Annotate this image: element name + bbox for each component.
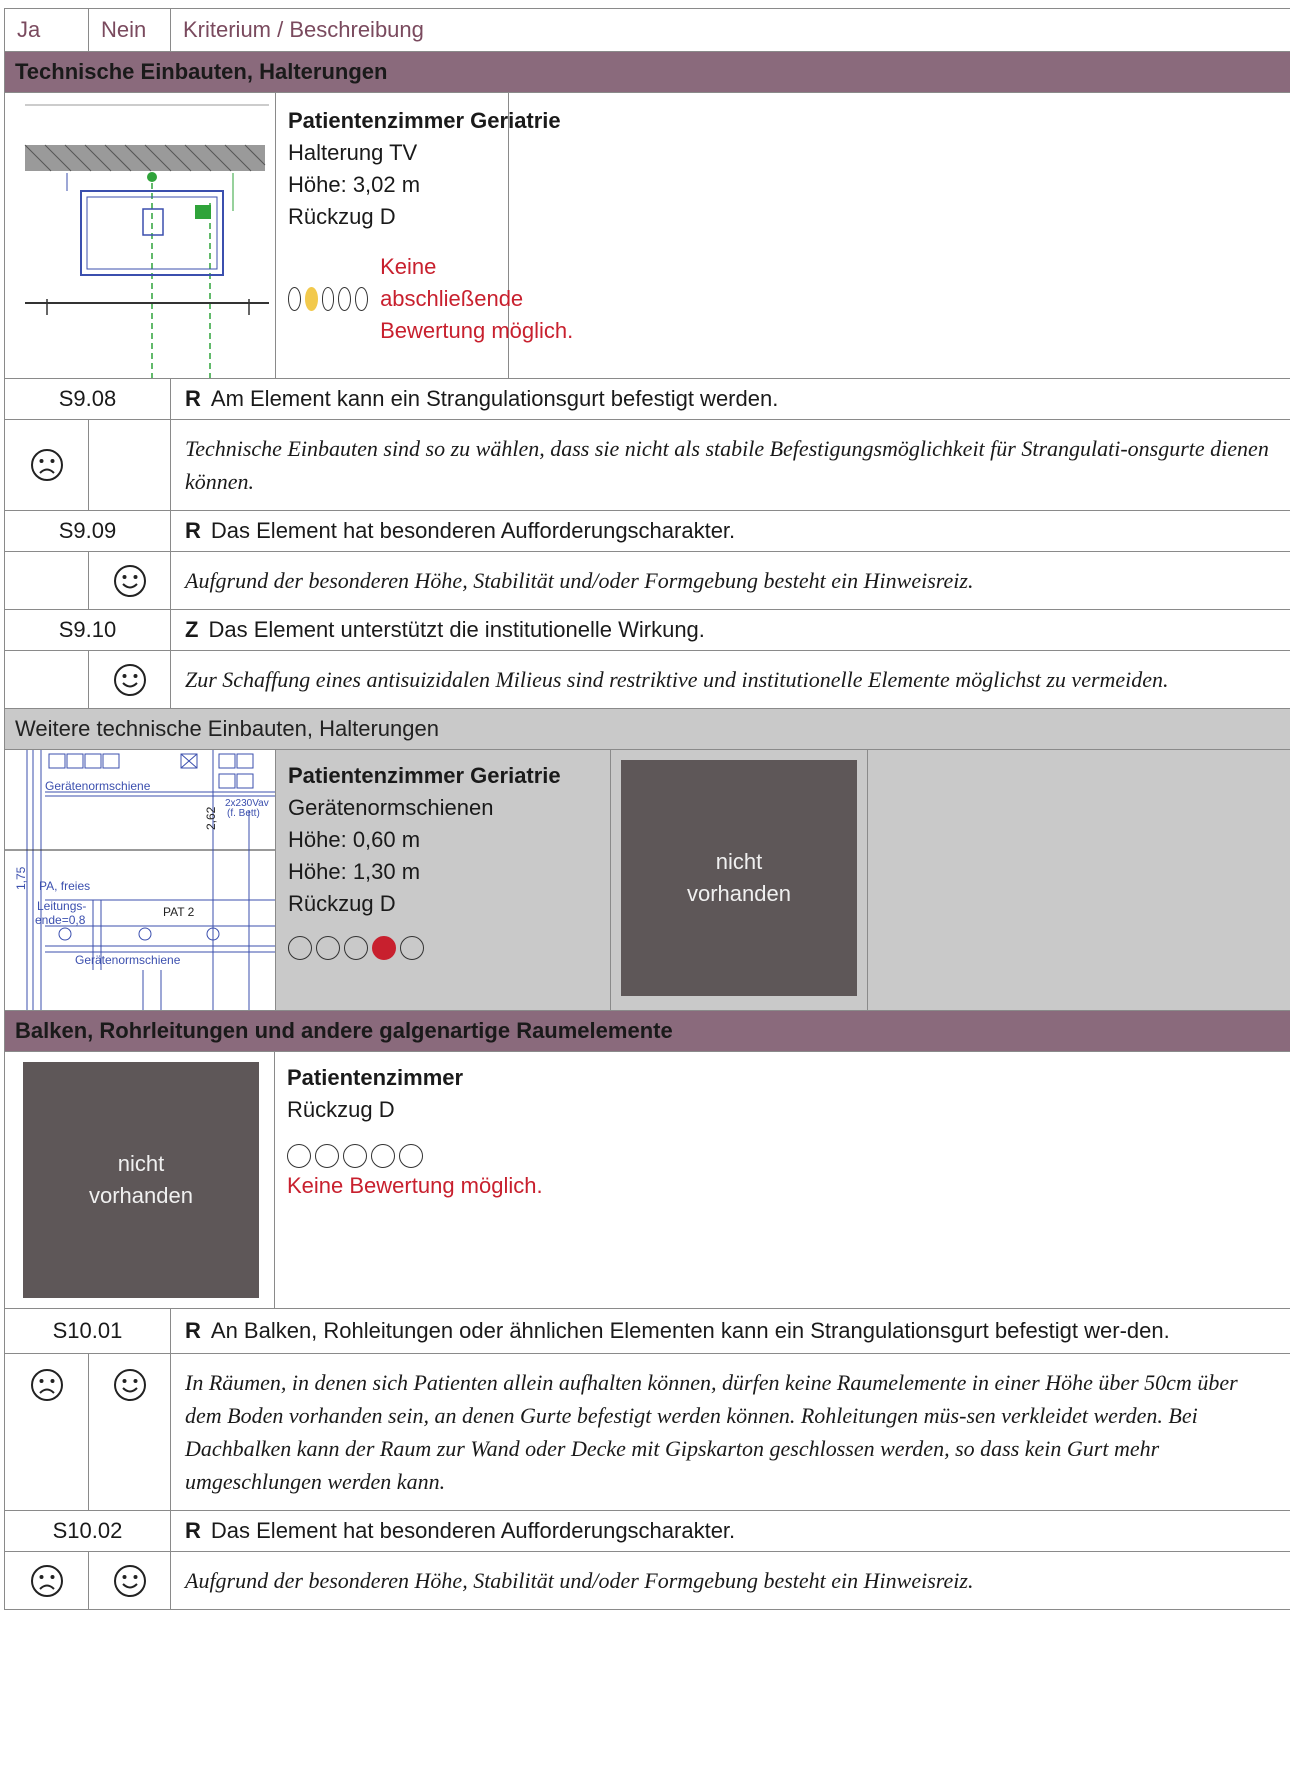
ja-cell — [5, 1354, 89, 1511]
rating-circle — [399, 1144, 423, 1168]
detail-line: Höhe: 0,60 m — [288, 827, 421, 852]
happy-face-icon — [113, 564, 147, 598]
nein-cell — [89, 552, 171, 610]
criterion-id: S10.01 — [5, 1309, 171, 1354]
header-ja: Ja — [5, 9, 89, 52]
drawing-label: PA, freies — [39, 879, 91, 893]
drawing-label: 1,75 — [14, 866, 28, 890]
criterion-statement: Das Element hat besonderen Aufforderungscharakter. — [210, 1518, 736, 1543]
ja-cell — [5, 651, 89, 709]
rating-circle — [288, 287, 301, 311]
evaluation-note: Keine abschließende Bewertung möglich. — [380, 254, 574, 343]
nein-cell — [89, 1552, 171, 1610]
rating-circle-filled — [372, 936, 396, 960]
rating-circle — [316, 936, 340, 960]
nein-cell — [89, 420, 171, 511]
detail-line: Rückzug D — [288, 204, 396, 229]
criterion-id: S9.09 — [5, 511, 171, 552]
detail-line: Rückzug D — [287, 1097, 395, 1122]
rating-circle — [355, 287, 368, 311]
criteria-table — [4, 8, 1290, 1610]
criterion-statement: An Balken, Rohleitungen oder ähnlichen Elementen kann ein Strangulationsgurt befestigt wer-den. — [210, 1318, 1170, 1343]
criterion-id: S9.08 — [5, 379, 171, 420]
happy-face-icon — [113, 663, 147, 697]
room-title: Patientenzimmer Geriatrie — [288, 108, 561, 133]
happy-face-icon — [113, 1368, 147, 1402]
rail-row — [5, 750, 1290, 1011]
sad-face-icon — [30, 1564, 64, 1598]
criterion-type: Z — [185, 617, 199, 642]
criterion-id: S9.10 — [5, 610, 171, 651]
tv-mount-plan-image — [5, 93, 275, 378]
na-text: nicht — [117, 1151, 165, 1176]
na-text: vorhanden — [89, 1183, 193, 1208]
rating-scale — [288, 251, 579, 347]
criterion-text — [171, 610, 1290, 651]
drawing-label: PAT 2 — [163, 905, 195, 919]
tv-mount-drawing — [5, 93, 574, 379]
nein-cell — [89, 651, 171, 709]
rating-circle-filled — [305, 287, 318, 311]
drawing-label: Gerätenormschiene — [75, 953, 181, 967]
criterion-description: Zur Schaffung eines antisuizidalen Milieus sind restriktive und institutionelle Elemente möglichst zu vermeiden. — [171, 651, 1290, 709]
detail-line: Höhe: 3,02 m — [288, 172, 421, 197]
criterion-text — [171, 1309, 1290, 1354]
spacer — [509, 93, 1290, 379]
not-available-box — [621, 760, 857, 996]
drawing-label: (f. Bett) — [227, 808, 260, 819]
drawing-label: Leitungs- — [37, 899, 87, 913]
rating-circle — [288, 936, 312, 960]
criterion-statement: Am Element kann ein Strangulationsgurt befestigt werden. — [210, 386, 779, 411]
section-title: Weitere technische Einbauten, Halterungen — [5, 709, 1290, 750]
criterion-statement: Das Element unterstützt die institutionelle Wirkung. — [208, 617, 705, 642]
rating-circle — [371, 1144, 395, 1168]
detail-line: Höhe: 1,30 m — [288, 859, 421, 884]
drawing-label: ende=0,8 — [35, 913, 86, 927]
sad-face-icon — [30, 1368, 64, 1402]
section-title: Technische Einbauten, Halterungen — [5, 52, 1290, 93]
rating-scale — [288, 936, 598, 960]
rail-plan-image — [5, 750, 275, 1010]
ja-cell — [5, 1552, 89, 1610]
header-kriterium: Kriterium / Beschreibung — [171, 9, 1290, 52]
na-text: nicht — [715, 849, 763, 874]
criterion-text — [171, 511, 1290, 552]
rating-circle — [343, 1144, 367, 1168]
criterion-statement: Das Element hat besonderen Aufforderungscharakter. — [210, 518, 736, 543]
criterion-description: Aufgrund der besonderen Höhe, Stabilität und/oder Formgebung besteht ein Hinweisreiz. — [171, 552, 1290, 610]
drawing-label: 2x230Vav — [225, 798, 269, 809]
rating-circle — [322, 287, 335, 311]
criterion-type: R — [185, 386, 201, 411]
rating-circle — [287, 1144, 311, 1168]
criterion-text — [171, 379, 1290, 420]
rating-circle — [338, 287, 351, 311]
rating-circle — [315, 1144, 339, 1168]
header-row — [5, 9, 1290, 52]
detail-line: Rückzug D — [288, 891, 396, 916]
detail-line: Halterung TV — [288, 140, 418, 165]
rating-circle — [400, 936, 424, 960]
criterion-type: R — [185, 1518, 201, 1543]
not-available-box — [23, 1062, 259, 1298]
criterion-text — [171, 1511, 1290, 1552]
happy-face-icon — [113, 1564, 147, 1598]
criterion-type: R — [185, 518, 201, 543]
detail-line: Gerätenormschienen — [288, 795, 494, 820]
ja-cell — [5, 552, 89, 610]
evaluation-note: Keine Bewertung möglich. — [287, 1173, 543, 1198]
room-title: Patientenzimmer Geriatrie — [288, 763, 561, 788]
room-title: Patientenzimmer — [287, 1065, 464, 1090]
criterion-description: Aufgrund der besonderen Höhe, Stabilität und/oder Formgebung besteht ein Hinweisreiz. — [171, 1552, 1290, 1610]
criterion-id: S10.02 — [5, 1511, 171, 1552]
criterion-description: Technische Einbauten sind so zu wählen, dass sie nicht als stabile Befestigungsmöglichkeit für Strangulati-onsgurte dienen können. — [171, 420, 1290, 511]
section-title: Balken, Rohrleitungen und andere galgenartige Raumelemente — [5, 1011, 1290, 1052]
beam-row — [5, 1052, 1290, 1309]
criterion-description: In Räumen, in denen sich Patienten allein aufhalten können, dürfen keine Raumelemente in einer Höhe über 50cm über dem Boden vorhanden sein, an denen Gurte befestigt werden können. Rohleitungen müs-sen verkleidet werden. Bei Dachbalken kann der Raum zur Wand oder Decke mit Gipskarton geschlossen werden, so dass kein Gurt mehr umgeschlungen werden kann. — [171, 1354, 1290, 1511]
header-nein: Nein — [89, 9, 171, 52]
nein-cell — [89, 1354, 171, 1511]
ja-cell — [5, 420, 89, 511]
drawing-label: Gerätenormschiene — [45, 779, 151, 793]
sad-face-icon — [30, 448, 64, 482]
rating-circle — [344, 936, 368, 960]
criterion-type: R — [185, 1318, 201, 1343]
na-text: vorhanden — [687, 881, 791, 906]
rating-scale — [287, 1144, 1278, 1168]
drawing-label: 2,62 — [204, 806, 218, 830]
